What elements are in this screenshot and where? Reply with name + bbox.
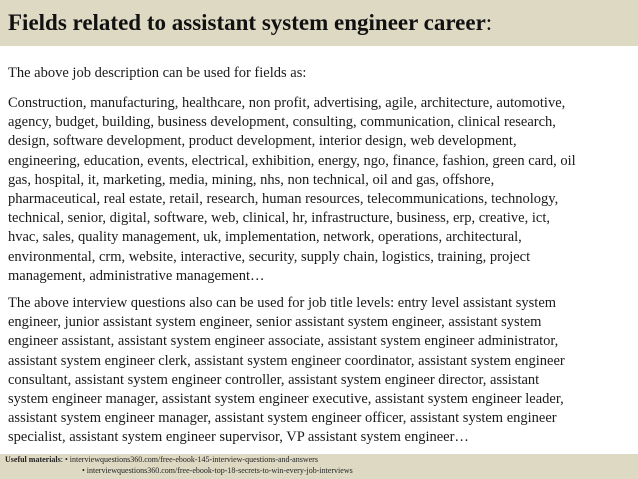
levels-line: system engineer manager, assistant system engineer executive, assistant system engineer leader, xyxy=(8,391,564,408)
title-bar xyxy=(0,0,638,46)
footer-link[interactable]: • interviewquestions360.com/free-ebook-top-18-secrets-to-win-every-job-interviews xyxy=(82,465,353,475)
intro-text: The above job description can be used for fields as: xyxy=(8,65,307,81)
page-title xyxy=(8,10,638,36)
footer-link[interactable]: • interviewquestions360.com/free-ebook-145-interview-questions-and-answers xyxy=(65,455,318,464)
levels-line: specialist, assistant system engineer supervisor, VP assistant system engineer… xyxy=(8,429,469,446)
levels-line: The above interview questions also can be used for job title levels: entry level assistant system xyxy=(8,295,557,312)
slide-body xyxy=(8,64,634,448)
fields-line: hvac, sales, quality management, uk, implementation, network, operations, architectural, xyxy=(8,229,522,246)
footer-row-1 xyxy=(5,455,638,466)
levels-line: engineer, junior assistant system engineer, senior assistant system engineer, assistant system xyxy=(8,314,542,331)
page-title-text: Fields related to assistant system engineer career xyxy=(8,10,486,35)
levels-line: consultant, assistant system engineer controller, assistant system engineer director, assistant xyxy=(8,371,540,388)
levels-line: engineer assistant, assistant system engineer associate, assistant system engineer administrator, xyxy=(8,333,559,350)
fields-line: Construction, manufacturing, healthcare, non profit, advertising, agile, architecture, automotive, xyxy=(8,95,566,111)
fields-line: management, administrative management… xyxy=(8,267,265,284)
fields-line: pharmaceutical, real estate, retail, research, human resources, telecommunications, technology, xyxy=(8,191,559,208)
fields-line: engineering, education, events, electrical, exhibition, energy, ngo, finance, fashion, green card, oil xyxy=(8,152,576,169)
job-levels-paragraph xyxy=(8,294,634,448)
fields-paragraph xyxy=(8,94,634,286)
footer-label: Useful materials xyxy=(5,455,61,464)
fields-line: gas, hospital, it, marketing, media, mining, nhs, non technical, oil and gas, offshore, xyxy=(8,171,495,188)
page-title-colon: : xyxy=(485,10,493,35)
fields-line: technical, senior, digital, software, web, clinical, hr, infrastructure, business, erp, creative, ict, xyxy=(8,210,550,227)
footer-row-2 xyxy=(5,466,638,477)
fields-line: environmental, crm, website, interactive, security, supply chain, logistics, training, project xyxy=(8,248,531,265)
levels-line: assistant system engineer clerk, assistant system engineer coordinator, assistant system engineer xyxy=(8,352,565,369)
footer-label-separator: : xyxy=(60,455,63,464)
footer-bar xyxy=(0,454,638,479)
fields-line: agency, budget, building, business development, consulting, communication, clinical research, xyxy=(8,114,556,131)
levels-line: assistant system engineer manager, assistant system engineer officer, assistant system engineer xyxy=(8,410,557,427)
fields-line: design, software development, product development, interior design, web development, xyxy=(8,133,517,150)
